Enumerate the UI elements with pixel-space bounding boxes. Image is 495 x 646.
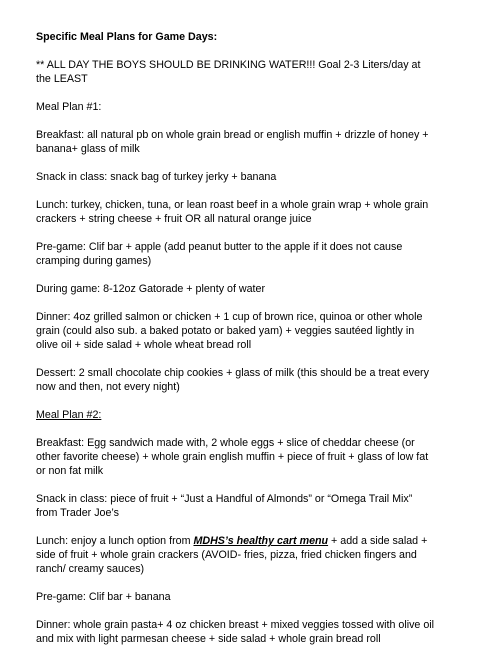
plan1-dinner: Dinner: 4oz grilled salmon or chicken + 1 cup of brown rice, quinoa or other whole grain (could also sub. a baked potato or baked yam) + veggies sautéed lightly in olive oil + side salad + whole wheat bread roll (36, 311, 423, 351)
healthy-cart-menu-link[interactable]: MDHS’s healthy cart menu (193, 535, 329, 547)
plan1-dessert: Dessert: 2 small chocolate chip cookies + glass of milk (this should be a treat every now and then, not every night) (36, 367, 429, 393)
meal-plan-1-heading: Meal Plan #1: (36, 101, 102, 113)
plan1-breakfast: Breakfast: all natural pb on whole grain bread or english muffin + drizzle of honey + banana+ glass of milk (36, 129, 429, 155)
plan1-lunch: Lunch: turkey, chicken, tuna, or lean roast beef in a whole grain wrap + whole grain crackers + string cheese + fruit OR all natural orange juice (36, 199, 429, 225)
plan2-dinner: Dinner: whole grain pasta+ 4 oz chicken breast + mixed veggies tossed with olive oil and mix with light parmesan cheese + side salad + whole grain bread roll (36, 619, 435, 645)
water-note: ** ALL DAY THE BOYS SHOULD BE DRINKING WATER!!! Goal 2-3 Liters/day at the LEAST (36, 59, 421, 85)
plan1-during-game: During game: 8-12oz Gatorade + plenty of water (36, 283, 266, 295)
plan1-pregame: Pre-game: Clif bar + apple (add peanut butter to the apple if it does not cause cramping during games) (36, 241, 403, 267)
plan1-snack: Snack in class: snack bag of turkey jerky + banana (36, 171, 277, 183)
plan2-lunch-intro: Lunch: enjoy a lunch option from (36, 535, 194, 547)
document-title: Specific Meal Plans for Game Days: (36, 31, 218, 43)
plan2-pregame: Pre-game: Clif bar + banana (36, 591, 171, 603)
plan2-lunch-rest: + add a side salad + side of fruit + whole grain crackers (AVOID- fries, pizza, fried chicken fingers and ranch/ creamy sauces) (36, 535, 428, 575)
plan2-breakfast: Breakfast: Egg sandwich made with, 2 whole eggs + slice of cheddar cheese (or other favorite cheese) + whole grain english muffin + piece of fruit + glass of low fat or non fat milk (36, 437, 429, 477)
plan2-snack: Snack in class: piece of fruit + “Just a Handful of Almonds” or “Omega Trail Mix” from Trader Joe’s (36, 493, 413, 519)
plan2-lunch (36, 534, 435, 576)
meal-plan-2-heading: Meal Plan #2: (36, 409, 102, 421)
